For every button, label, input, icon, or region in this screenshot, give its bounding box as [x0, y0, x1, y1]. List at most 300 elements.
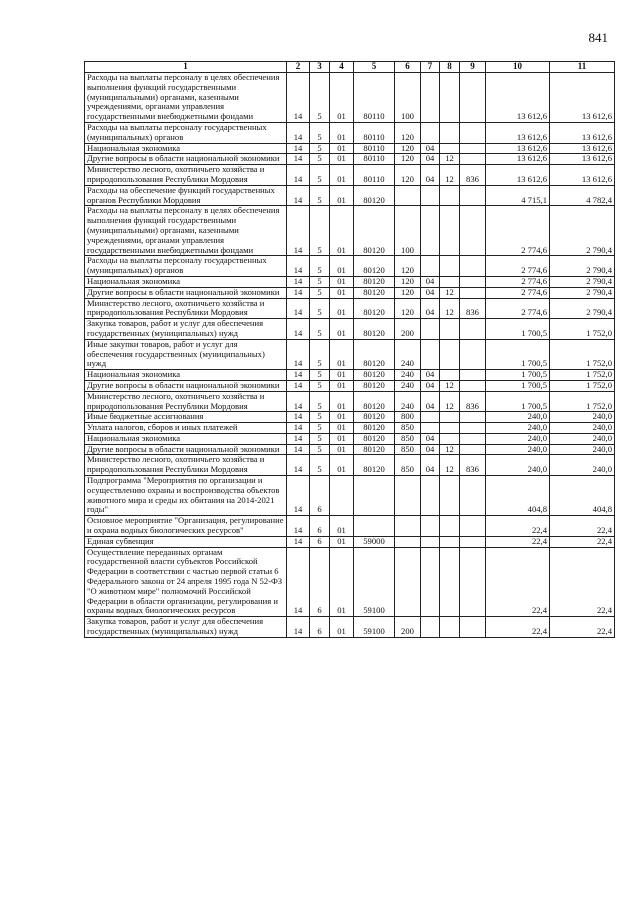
code-target: 59000 [354, 536, 395, 547]
amount-year-2: 13 612,6 [550, 122, 615, 143]
code-sp: 5 [310, 423, 330, 434]
code-target: 80120 [354, 433, 395, 444]
code-subsection [440, 617, 460, 638]
code-subsection [440, 423, 460, 434]
amount-year-2: 240,0 [550, 433, 615, 444]
code-om: 01 [330, 73, 354, 123]
code-section: 04 [421, 433, 440, 444]
code-section [421, 423, 440, 434]
code-section: 04 [421, 370, 440, 381]
code-sp: 5 [310, 339, 330, 369]
amount-year-1: 2 774,6 [486, 287, 550, 298]
code-target: 80120 [354, 256, 395, 277]
amount-year-2: 240,0 [550, 444, 615, 455]
column-header-8: 8 [440, 62, 460, 73]
code-gp: 14 [287, 143, 310, 154]
code-target: 80120 [354, 380, 395, 391]
table-row [85, 617, 615, 638]
code-ministry [460, 122, 486, 143]
column-header-7: 7 [421, 62, 440, 73]
code-section [421, 412, 440, 423]
code-om: 01 [330, 423, 354, 434]
code-subsection: 12 [440, 298, 460, 319]
code-target: 80120 [354, 319, 395, 340]
code-section [421, 256, 440, 277]
code-om: 01 [330, 433, 354, 444]
code-expense-type: 120 [395, 154, 421, 165]
table-body [85, 73, 615, 638]
code-om: 01 [330, 154, 354, 165]
code-sp: 5 [310, 287, 330, 298]
code-section [421, 185, 440, 206]
code-om: 01 [330, 444, 354, 455]
code-target: 80120 [354, 455, 395, 476]
code-section [421, 73, 440, 123]
code-gp: 14 [287, 73, 310, 123]
code-section: 04 [421, 380, 440, 391]
code-gp: 14 [287, 433, 310, 444]
code-sp: 6 [310, 617, 330, 638]
code-ministry [460, 185, 486, 206]
amount-year-2: 13 612,6 [550, 154, 615, 165]
code-expense-type: 200 [395, 617, 421, 638]
code-target: 80120 [354, 339, 395, 369]
table-row [85, 298, 615, 319]
code-sp: 5 [310, 256, 330, 277]
code-ministry [460, 476, 486, 516]
table-row [85, 412, 615, 423]
amount-year-2: 2 790,4 [550, 256, 615, 277]
amount-year-1: 240,0 [486, 423, 550, 434]
code-gp: 14 [287, 185, 310, 206]
code-gp: 14 [287, 380, 310, 391]
code-subsection [440, 412, 460, 423]
code-sp: 5 [310, 298, 330, 319]
table-row [85, 256, 615, 277]
item-name: Расходы на обеспечение функций государственных органов Республики Мордовия [85, 185, 287, 206]
table-header-row [85, 62, 615, 73]
code-subsection: 12 [440, 154, 460, 165]
code-om: 01 [330, 380, 354, 391]
column-header-6: 6 [395, 62, 421, 73]
amount-year-2: 1 752,0 [550, 380, 615, 391]
code-subsection [440, 476, 460, 516]
code-target [354, 516, 395, 537]
table-row [85, 444, 615, 455]
code-subsection [440, 185, 460, 206]
code-section [421, 516, 440, 537]
code-ministry [460, 380, 486, 391]
code-section [421, 319, 440, 340]
amount-year-1: 404,8 [486, 476, 550, 516]
amount-year-1: 13 612,6 [486, 154, 550, 165]
code-target: 80120 [354, 391, 395, 412]
table-row [85, 165, 615, 186]
code-target: 80110 [354, 73, 395, 123]
table-row [85, 73, 615, 123]
amount-year-2: 1 752,0 [550, 391, 615, 412]
amount-year-2: 22,4 [550, 516, 615, 537]
code-section: 04 [421, 287, 440, 298]
code-sp: 5 [310, 370, 330, 381]
code-gp: 14 [287, 516, 310, 537]
code-sp: 6 [310, 547, 330, 617]
item-name: Единая субвенция [85, 536, 287, 547]
amount-year-1: 2 774,6 [486, 206, 550, 256]
code-om: 01 [330, 516, 354, 537]
amount-year-2: 2 790,4 [550, 287, 615, 298]
code-gp: 14 [287, 370, 310, 381]
table-row [85, 122, 615, 143]
code-gp: 14 [287, 122, 310, 143]
amount-year-2: 2 790,4 [550, 276, 615, 287]
amount-year-2: 13 612,6 [550, 143, 615, 154]
code-expense-type: 120 [395, 143, 421, 154]
code-expense-type: 240 [395, 380, 421, 391]
amount-year-1: 1 700,5 [486, 370, 550, 381]
code-gp: 14 [287, 476, 310, 516]
amount-year-1: 13 612,6 [486, 143, 550, 154]
code-gp: 14 [287, 423, 310, 434]
code-expense-type [395, 536, 421, 547]
code-ministry [460, 73, 486, 123]
code-target: 80120 [354, 412, 395, 423]
code-om: 01 [330, 455, 354, 476]
code-target: 80120 [354, 298, 395, 319]
amount-year-2: 404,8 [550, 476, 615, 516]
amount-year-1: 13 612,6 [486, 122, 550, 143]
code-sp: 5 [310, 122, 330, 143]
table-row [85, 380, 615, 391]
amount-year-2: 240,0 [550, 455, 615, 476]
code-ministry [460, 444, 486, 455]
amount-year-1: 22,4 [486, 516, 550, 537]
item-name: Закупка товаров, работ и услуг для обеспечения государственных (муниципальных) нужд [85, 319, 287, 340]
code-expense-type: 120 [395, 287, 421, 298]
code-expense-type [395, 185, 421, 206]
code-sp: 5 [310, 391, 330, 412]
table-row [85, 206, 615, 256]
code-expense-type: 120 [395, 298, 421, 319]
code-section [421, 476, 440, 516]
code-expense-type: 120 [395, 256, 421, 277]
column-header-2: 2 [287, 62, 310, 73]
code-target: 80120 [354, 287, 395, 298]
code-ministry: 836 [460, 455, 486, 476]
code-ministry [460, 256, 486, 277]
item-name: Министерство лесного, охотничьего хозяйства и природопользования Республики Мордовия [85, 455, 287, 476]
amount-year-1: 1 700,5 [486, 319, 550, 340]
code-sp: 6 [310, 516, 330, 537]
code-gp: 14 [287, 536, 310, 547]
code-subsection [440, 319, 460, 340]
amount-year-2: 240,0 [550, 423, 615, 434]
code-section [421, 122, 440, 143]
code-target: 80110 [354, 154, 395, 165]
code-sp: 5 [310, 143, 330, 154]
code-sp: 5 [310, 433, 330, 444]
amount-year-2: 13 612,6 [550, 73, 615, 123]
code-subsection [440, 276, 460, 287]
amount-year-1: 13 612,6 [486, 73, 550, 123]
item-name: Уплата налогов, сборов и иных платежей [85, 423, 287, 434]
item-name: Другие вопросы в области национальной экономики [85, 154, 287, 165]
code-subsection: 12 [440, 391, 460, 412]
code-om: 01 [330, 391, 354, 412]
column-header-10: 10 [486, 62, 550, 73]
code-subsection: 12 [440, 287, 460, 298]
code-section: 04 [421, 444, 440, 455]
code-subsection [440, 339, 460, 369]
code-sp: 5 [310, 165, 330, 186]
column-header-4: 4 [330, 62, 354, 73]
code-om: 01 [330, 370, 354, 381]
item-name: Расходы на выплаты персоналу государственных (муниципальных) органов [85, 256, 287, 277]
code-target: 80120 [354, 423, 395, 434]
table-row [85, 319, 615, 340]
item-name: Другие вопросы в области национальной экономики [85, 380, 287, 391]
code-sp: 5 [310, 73, 330, 123]
code-sp: 6 [310, 536, 330, 547]
code-expense-type: 100 [395, 73, 421, 123]
code-expense-type: 800 [395, 412, 421, 423]
table-row [85, 476, 615, 516]
code-ministry [460, 339, 486, 369]
code-gp: 14 [287, 154, 310, 165]
code-gp: 14 [287, 412, 310, 423]
code-expense-type: 120 [395, 276, 421, 287]
code-target: 80120 [354, 276, 395, 287]
code-subsection [440, 206, 460, 256]
code-subsection [440, 433, 460, 444]
table-row [85, 370, 615, 381]
code-gp: 14 [287, 298, 310, 319]
code-section: 04 [421, 276, 440, 287]
code-target: 80120 [354, 206, 395, 256]
code-section: 04 [421, 298, 440, 319]
amount-year-1: 240,0 [486, 412, 550, 423]
code-expense-type: 240 [395, 391, 421, 412]
code-expense-type: 850 [395, 433, 421, 444]
code-gp: 14 [287, 256, 310, 277]
amount-year-2: 2 790,4 [550, 206, 615, 256]
code-subsection [440, 122, 460, 143]
code-sp: 5 [310, 412, 330, 423]
table-row [85, 547, 615, 617]
item-name: Министерство лесного, охотничьего хозяйства и природопользования Республики Мордовия [85, 391, 287, 412]
code-expense-type: 100 [395, 206, 421, 256]
amount-year-2: 1 752,0 [550, 370, 615, 381]
amount-year-1: 4 715,1 [486, 185, 550, 206]
amount-year-2: 4 782,4 [550, 185, 615, 206]
code-subsection: 12 [440, 444, 460, 455]
amount-year-2: 22,4 [550, 547, 615, 617]
amount-year-2: 13 612,6 [550, 165, 615, 186]
item-name: Расходы на выплаты персоналу в целях обеспечения выполнения функций государственными (муниципальными) органами, казенными учреждениями, органами управления государственными внебюджетными фондами [85, 73, 287, 123]
item-name: Национальная экономика [85, 143, 287, 154]
table-row [85, 433, 615, 444]
item-name: Другие вопросы в области национальной экономики [85, 444, 287, 455]
table-row [85, 391, 615, 412]
code-om: 01 [330, 143, 354, 154]
code-subsection [440, 73, 460, 123]
code-om: 01 [330, 547, 354, 617]
code-target: 80120 [354, 370, 395, 381]
item-name: Министерство лесного, охотничьего хозяйства и природопользования Республики Мордовия [85, 165, 287, 186]
code-target: 59100 [354, 547, 395, 617]
amount-year-1: 1 700,5 [486, 391, 550, 412]
code-subsection [440, 370, 460, 381]
code-sp: 5 [310, 185, 330, 206]
table-row [85, 276, 615, 287]
code-subsection [440, 536, 460, 547]
code-subsection [440, 143, 460, 154]
code-om: 01 [330, 165, 354, 186]
item-name: Национальная экономика [85, 433, 287, 444]
code-section [421, 547, 440, 617]
table-row [85, 423, 615, 434]
column-header-1: 1 [85, 62, 287, 73]
code-om: 01 [330, 287, 354, 298]
amount-year-1: 240,0 [486, 444, 550, 455]
code-target: 80120 [354, 444, 395, 455]
item-name: Министерство лесного, охотничьего хозяйства и природопользования Республики Мордовия [85, 298, 287, 319]
code-om: 01 [330, 206, 354, 256]
code-ministry [460, 154, 486, 165]
amount-year-1: 22,4 [486, 617, 550, 638]
code-ministry: 836 [460, 298, 486, 319]
amount-year-1: 240,0 [486, 455, 550, 476]
code-sp: 5 [310, 444, 330, 455]
code-section: 04 [421, 143, 440, 154]
code-gp: 14 [287, 455, 310, 476]
code-om: 01 [330, 617, 354, 638]
code-gp: 14 [287, 276, 310, 287]
code-ministry [460, 423, 486, 434]
item-name: Закупка товаров, работ и услуг для обеспечения государственных (муниципальных) нужд [85, 617, 287, 638]
code-gp: 14 [287, 287, 310, 298]
table-row [85, 339, 615, 369]
amount-year-1: 13 612,6 [486, 165, 550, 186]
code-subsection [440, 547, 460, 617]
code-section [421, 206, 440, 256]
table-row [85, 536, 615, 547]
item-name: Подпрограмма "Мероприятия по организации и осуществлению охраны и воспроизводства объектов животного мира и среды их обитания на 2014-2021 годы" [85, 476, 287, 516]
code-ministry: 836 [460, 391, 486, 412]
code-expense-type [395, 476, 421, 516]
code-expense-type [395, 516, 421, 537]
code-expense-type: 850 [395, 444, 421, 455]
amount-year-1: 2 774,6 [486, 256, 550, 277]
code-om: 01 [330, 319, 354, 340]
column-header-11: 11 [550, 62, 615, 73]
amount-year-2: 1 752,0 [550, 339, 615, 369]
code-expense-type [395, 547, 421, 617]
code-sp: 6 [310, 476, 330, 516]
table-row [85, 516, 615, 537]
code-ministry [460, 287, 486, 298]
code-sp: 5 [310, 455, 330, 476]
code-target: 80110 [354, 122, 395, 143]
item-name: Иные закупки товаров, работ и услуг для обеспечения государственных (муниципальных) нужд [85, 339, 287, 369]
budget-table [84, 61, 615, 638]
code-gp: 14 [287, 319, 310, 340]
code-ministry [460, 412, 486, 423]
code-expense-type: 120 [395, 122, 421, 143]
item-name: Национальная экономика [85, 370, 287, 381]
table-row [85, 287, 615, 298]
code-section: 04 [421, 391, 440, 412]
code-target: 80110 [354, 165, 395, 186]
item-name: Другие вопросы в области национальной экономики [85, 287, 287, 298]
code-expense-type: 240 [395, 370, 421, 381]
amount-year-1: 2 774,6 [486, 276, 550, 287]
amount-year-2: 22,4 [550, 536, 615, 547]
amount-year-1: 22,4 [486, 547, 550, 617]
code-ministry [460, 276, 486, 287]
code-gp: 14 [287, 339, 310, 369]
code-om: 01 [330, 536, 354, 547]
amount-year-1: 240,0 [486, 433, 550, 444]
code-gp: 14 [287, 547, 310, 617]
column-header-3: 3 [310, 62, 330, 73]
code-target: 80110 [354, 143, 395, 154]
code-om: 01 [330, 256, 354, 277]
table-row [85, 185, 615, 206]
page-number: 841 [588, 30, 608, 45]
amount-year-2: 1 752,0 [550, 319, 615, 340]
code-section [421, 536, 440, 547]
code-target: 80120 [354, 185, 395, 206]
item-name: Иные бюджетные ассигнования [85, 412, 287, 423]
item-name: Основное мероприятие "Организация, регулирование и охрана водных биологических ресурсов" [85, 516, 287, 537]
code-gp: 14 [287, 165, 310, 186]
code-expense-type: 120 [395, 165, 421, 186]
code-sp: 5 [310, 206, 330, 256]
code-om: 01 [330, 339, 354, 369]
code-subsection: 12 [440, 455, 460, 476]
table-row [85, 455, 615, 476]
code-sp: 5 [310, 319, 330, 340]
code-gp: 14 [287, 444, 310, 455]
code-gp: 14 [287, 391, 310, 412]
code-om [330, 476, 354, 516]
code-ministry [460, 617, 486, 638]
code-sp: 5 [310, 276, 330, 287]
code-om: 01 [330, 185, 354, 206]
amount-year-1: 2 774,6 [486, 298, 550, 319]
code-gp: 14 [287, 206, 310, 256]
code-expense-type: 850 [395, 423, 421, 434]
code-section: 04 [421, 154, 440, 165]
code-subsection [440, 516, 460, 537]
item-name: Осуществление переданных органам государственной власти субъектов Российской Федерации в соответствии с частью первой статьи 6 Федерального закона от 24 апреля 1995 года N 52-ФЗ "О животном мире" полномочий Российской Федерации в области организации, регулирования и охраны водных биологических ресурсов [85, 547, 287, 617]
code-ministry [460, 206, 486, 256]
code-ministry [460, 536, 486, 547]
code-subsection: 12 [440, 165, 460, 186]
code-target [354, 476, 395, 516]
amount-year-2: 22,4 [550, 617, 615, 638]
code-ministry: 836 [460, 165, 486, 186]
code-target: 59100 [354, 617, 395, 638]
code-gp: 14 [287, 617, 310, 638]
item-name: Национальная экономика [85, 276, 287, 287]
code-expense-type: 240 [395, 339, 421, 369]
code-sp: 5 [310, 380, 330, 391]
table-row [85, 154, 615, 165]
code-om: 01 [330, 298, 354, 319]
code-ministry [460, 433, 486, 444]
